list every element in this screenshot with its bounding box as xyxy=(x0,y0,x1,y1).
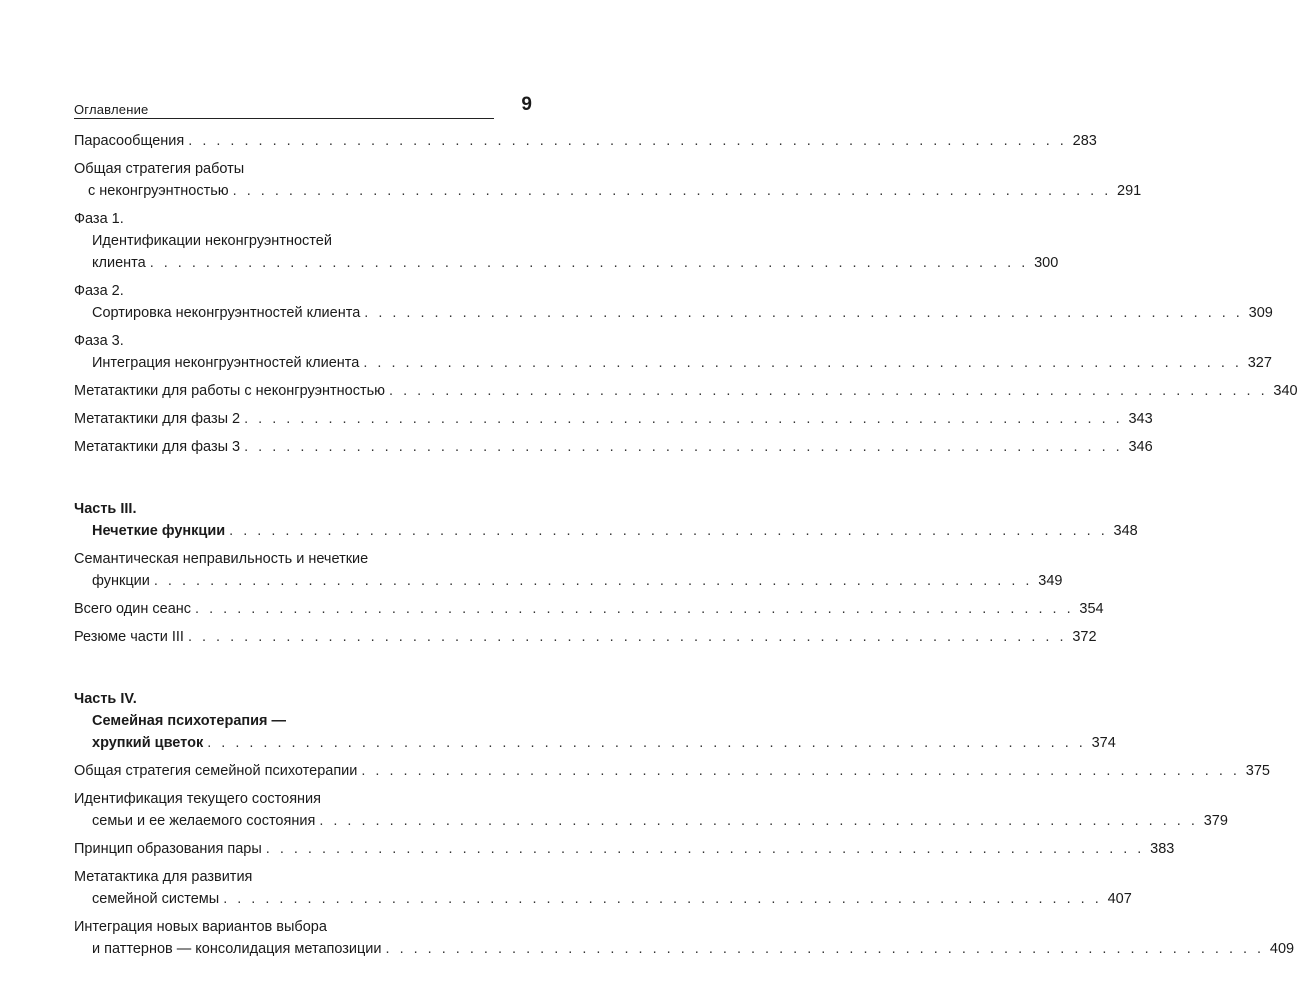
toc-entry-page: 383 xyxy=(1150,841,1175,857)
toc-entry-metataktika-sistema[interactable] xyxy=(74,866,1132,910)
header-title: Оглавление xyxy=(74,102,149,117)
toc-entry-title: Фаза 1. xyxy=(74,211,124,227)
toc-entry-page: 372 xyxy=(1072,629,1097,645)
toc-entry-parasoobshcheniya[interactable] xyxy=(74,130,1097,152)
toc-entry-title: Метатактики для фазы 2 xyxy=(74,411,241,427)
dot-leader: . . . . . . . . . . . . . . . . . . . . . . . . . . . . . . . . . . . . . . . . . . . . . . . . . . . . . . . . . . . . . . . xyxy=(229,523,1108,539)
toc-entry-semeynaya-strategiya[interactable] xyxy=(74,760,1270,782)
toc-entry-title: Принцип образования пары xyxy=(74,841,262,857)
toc-entry-title-cont: клиента xyxy=(92,255,146,271)
toc-entry-page: 327 xyxy=(1247,355,1272,371)
toc-entry-title-cont: с неконгруэнтностью xyxy=(88,183,229,199)
toc-entry-title: Идентификация текущего состояния xyxy=(74,791,322,807)
toc-entry-title: Парасообщения xyxy=(74,133,185,149)
toc-entry-odin-seans[interactable] xyxy=(74,598,1104,620)
toc-entry-page: 291 xyxy=(1117,183,1142,199)
toc-entry-title: Фаза 3. xyxy=(74,333,124,349)
running-header xyxy=(74,94,532,120)
toc-entry-title-cont: Идентификации неконгруэнтностей xyxy=(92,233,332,249)
dot-leader: . . . . . . . . . . . . . . . . . . . . . . . . . . . . . . . . . . . . . . . . . . . . . . . . . . . . . . . . . . . . . . . xyxy=(244,411,1123,427)
toc-entry-identifikatsiya[interactable] xyxy=(74,788,1228,832)
toc-entry-title-cont: Интеграция неконгруэнтностей клиента xyxy=(92,355,360,371)
toc-entry-title-cont: и паттернов — консолидация метапозиции xyxy=(92,941,382,957)
dot-leader: . . . . . . . . . . . . . . . . . . . . . . . . . . . . . . . . . . . . . . . . . . . . . . . . . . . . . . . . . . . . . . . xyxy=(207,735,1086,751)
toc-entry-integratsiya-vyborov[interactable] xyxy=(74,916,1295,960)
toc-entry-page: 309 xyxy=(1248,305,1273,321)
toc-entry-title-cont: семейной системы xyxy=(92,891,220,907)
toc-entry-faza-2[interactable] xyxy=(74,280,1273,324)
header-rule xyxy=(74,118,494,119)
toc-entry-page: 407 xyxy=(1107,891,1132,907)
toc-part-title: Нечеткие функции xyxy=(92,523,226,539)
toc-entry-part-3[interactable] xyxy=(74,498,1138,542)
dot-leader: . . . . . . . . . . . . . . . . . . . . . . . . . . . . . . . . . . . . . . . . . . . . . . . . . . . . . . . . . . . . . . . xyxy=(188,133,1067,149)
toc-entry-title: Общая стратегия работы xyxy=(74,161,245,177)
toc-entry-page: 375 xyxy=(1245,763,1270,779)
dot-leader: . . . . . . . . . . . . . . . . . . . . . . . . . . . . . . . . . . . . . . . . . . . . . . . . . . . . . . . . . . . . . . . xyxy=(244,439,1123,455)
toc-part-heading: Часть III. xyxy=(74,501,137,517)
toc-entry-title: Всего один сеанс xyxy=(74,601,192,617)
toc-part-title: Семейная психотерапия — xyxy=(92,713,287,729)
dot-leader: . . . . . . . . . . . . . . . . . . . . . . . . . . . . . . . . . . . . . . . . . . . . . . . . . . . . . . . . . . . . . . . xyxy=(389,383,1268,399)
toc-entry-title-cont: Сортировка неконгруэнтностей клиента xyxy=(92,305,361,321)
toc-entry-title: Общая стратегия семейной психотерапии xyxy=(74,763,358,779)
toc-entry-part-4[interactable] xyxy=(74,688,1116,754)
dot-leader: . . . . . . . . . . . . . . . . . . . . . . . . . . . . . . . . . . . . . . . . . . . . . . . . . . . . . . . . . . . . . . . xyxy=(232,183,1112,199)
toc-entry-faza-3[interactable] xyxy=(74,330,1272,374)
toc-entry-page: 409 xyxy=(1269,941,1295,957)
toc-entry-page: 346 xyxy=(1128,439,1153,455)
toc-entry-page: 348 xyxy=(1113,523,1138,539)
toc-entry-title: Метатактика для развития xyxy=(74,869,253,885)
toc-entry-metataktiki-nekongruentnost[interactable] xyxy=(74,380,1298,402)
dot-leader: . . . . . . . . . . . . . . . . . . . . . . . . . . . . . . . . . . . . . . . . . . . . . . . . . . . . . . . . . . . . . . . xyxy=(195,601,1074,617)
dot-leader: . . . . . . . . . . . . . . . . . . . . . . . . . . . . . . . . . . . . . . . . . . . . . . . . . . . . . . . . . . . . . . . xyxy=(223,891,1102,907)
page-number: 9 xyxy=(521,94,532,115)
dot-leader: . . . . . . . . . . . . . . . . . . . . . . . . . . . . . . . . . . . . . . . . . . . . . . . . . . . . . . . . . . . . . . . xyxy=(319,813,1198,829)
dot-leader: . . . . . . . . . . . . . . . . . . . . . . . . . . . . . . . . . . . . . . . . . . . . . . . . . . . . . . . . . . . . . . . xyxy=(187,629,1067,645)
toc-entry-metataktiki-faza-2[interactable] xyxy=(74,408,1153,430)
table-of-contents xyxy=(74,130,1298,966)
toc-entry-title: Интеграция новых вариантов выбора xyxy=(74,919,327,935)
toc-entry-semanticheskaya[interactable] xyxy=(74,548,1063,592)
toc-entry-title: Метатактики для работы с неконгруэнтностью xyxy=(74,383,386,399)
toc-entry-page: 349 xyxy=(1038,573,1063,589)
toc-entry-printsip-pary[interactable] xyxy=(74,838,1175,860)
toc-entry-page: 340 xyxy=(1273,383,1298,399)
toc-entry-metataktiki-faza-3[interactable] xyxy=(74,436,1153,458)
toc-entry-title: Метатактики для фазы 3 xyxy=(74,439,241,455)
dot-leader: . . . . . . . . . . . . . . . . . . . . . . . . . . . . . . . . . . . . . . . . . . . . . . . . . . . . . . . . . . . . . . . xyxy=(265,841,1145,857)
dot-leader: . . . . . . . . . . . . . . . . . . . . . . . . . . . . . . . . . . . . . . . . . . . . . . . . . . . . . . . . . . . . . . . xyxy=(149,255,1029,271)
toc-entry-rezyume-3[interactable] xyxy=(74,626,1097,648)
toc-entry-title: Резюме части III xyxy=(74,629,184,645)
toc-entry-page: 343 xyxy=(1128,411,1153,427)
toc-entry-title: Фаза 2. xyxy=(74,283,124,299)
toc-entry-title-cont: семьи и ее желаемого состояния xyxy=(92,813,316,829)
toc-entry-title: Семантическая неправильность и нечеткие xyxy=(74,551,369,567)
dot-leader: . . . . . . . . . . . . . . . . . . . . . . . . . . . . . . . . . . . . . . . . . . . . . . . . . . . . . . . . . . . . . . . xyxy=(364,305,1243,321)
toc-entry-obshchaya-strategiya[interactable] xyxy=(74,158,1142,202)
dot-leader: . . . . . . . . . . . . . . . . . . . . . . . . . . . . . . . . . . . . . . . . . . . . . . . . . . . . . . . . . . . . . . . xyxy=(361,763,1240,779)
dot-leader: . . . . . . . . . . . . . . . . . . . . . . . . . . . . . . . . . . . . . . . . . . . . . . . . . . . . . . . . . . . . . . . xyxy=(385,941,1265,957)
toc-entry-page: 354 xyxy=(1079,601,1104,617)
toc-entry-page: 283 xyxy=(1072,133,1097,149)
toc-entry-page: 374 xyxy=(1091,735,1116,751)
toc-entry-page: 300 xyxy=(1034,255,1059,271)
toc-part-title-cont: хрупкий цветок xyxy=(92,735,204,751)
toc-part-heading: Часть IV. xyxy=(74,691,137,707)
toc-entry-title-cont: функции xyxy=(92,573,150,589)
dot-leader: . . . . . . . . . . . . . . . . . . . . . . . . . . . . . . . . . . . . . . . . . . . . . . . . . . . . . . . . . . . . . . . xyxy=(153,573,1033,589)
toc-entry-page: 379 xyxy=(1203,813,1228,829)
toc-entry-faza-1[interactable] xyxy=(74,208,1059,274)
dot-leader: . . . . . . . . . . . . . . . . . . . . . . . . . . . . . . . . . . . . . . . . . . . . . . . . . . . . . . . . . . . . . . . xyxy=(363,355,1242,371)
